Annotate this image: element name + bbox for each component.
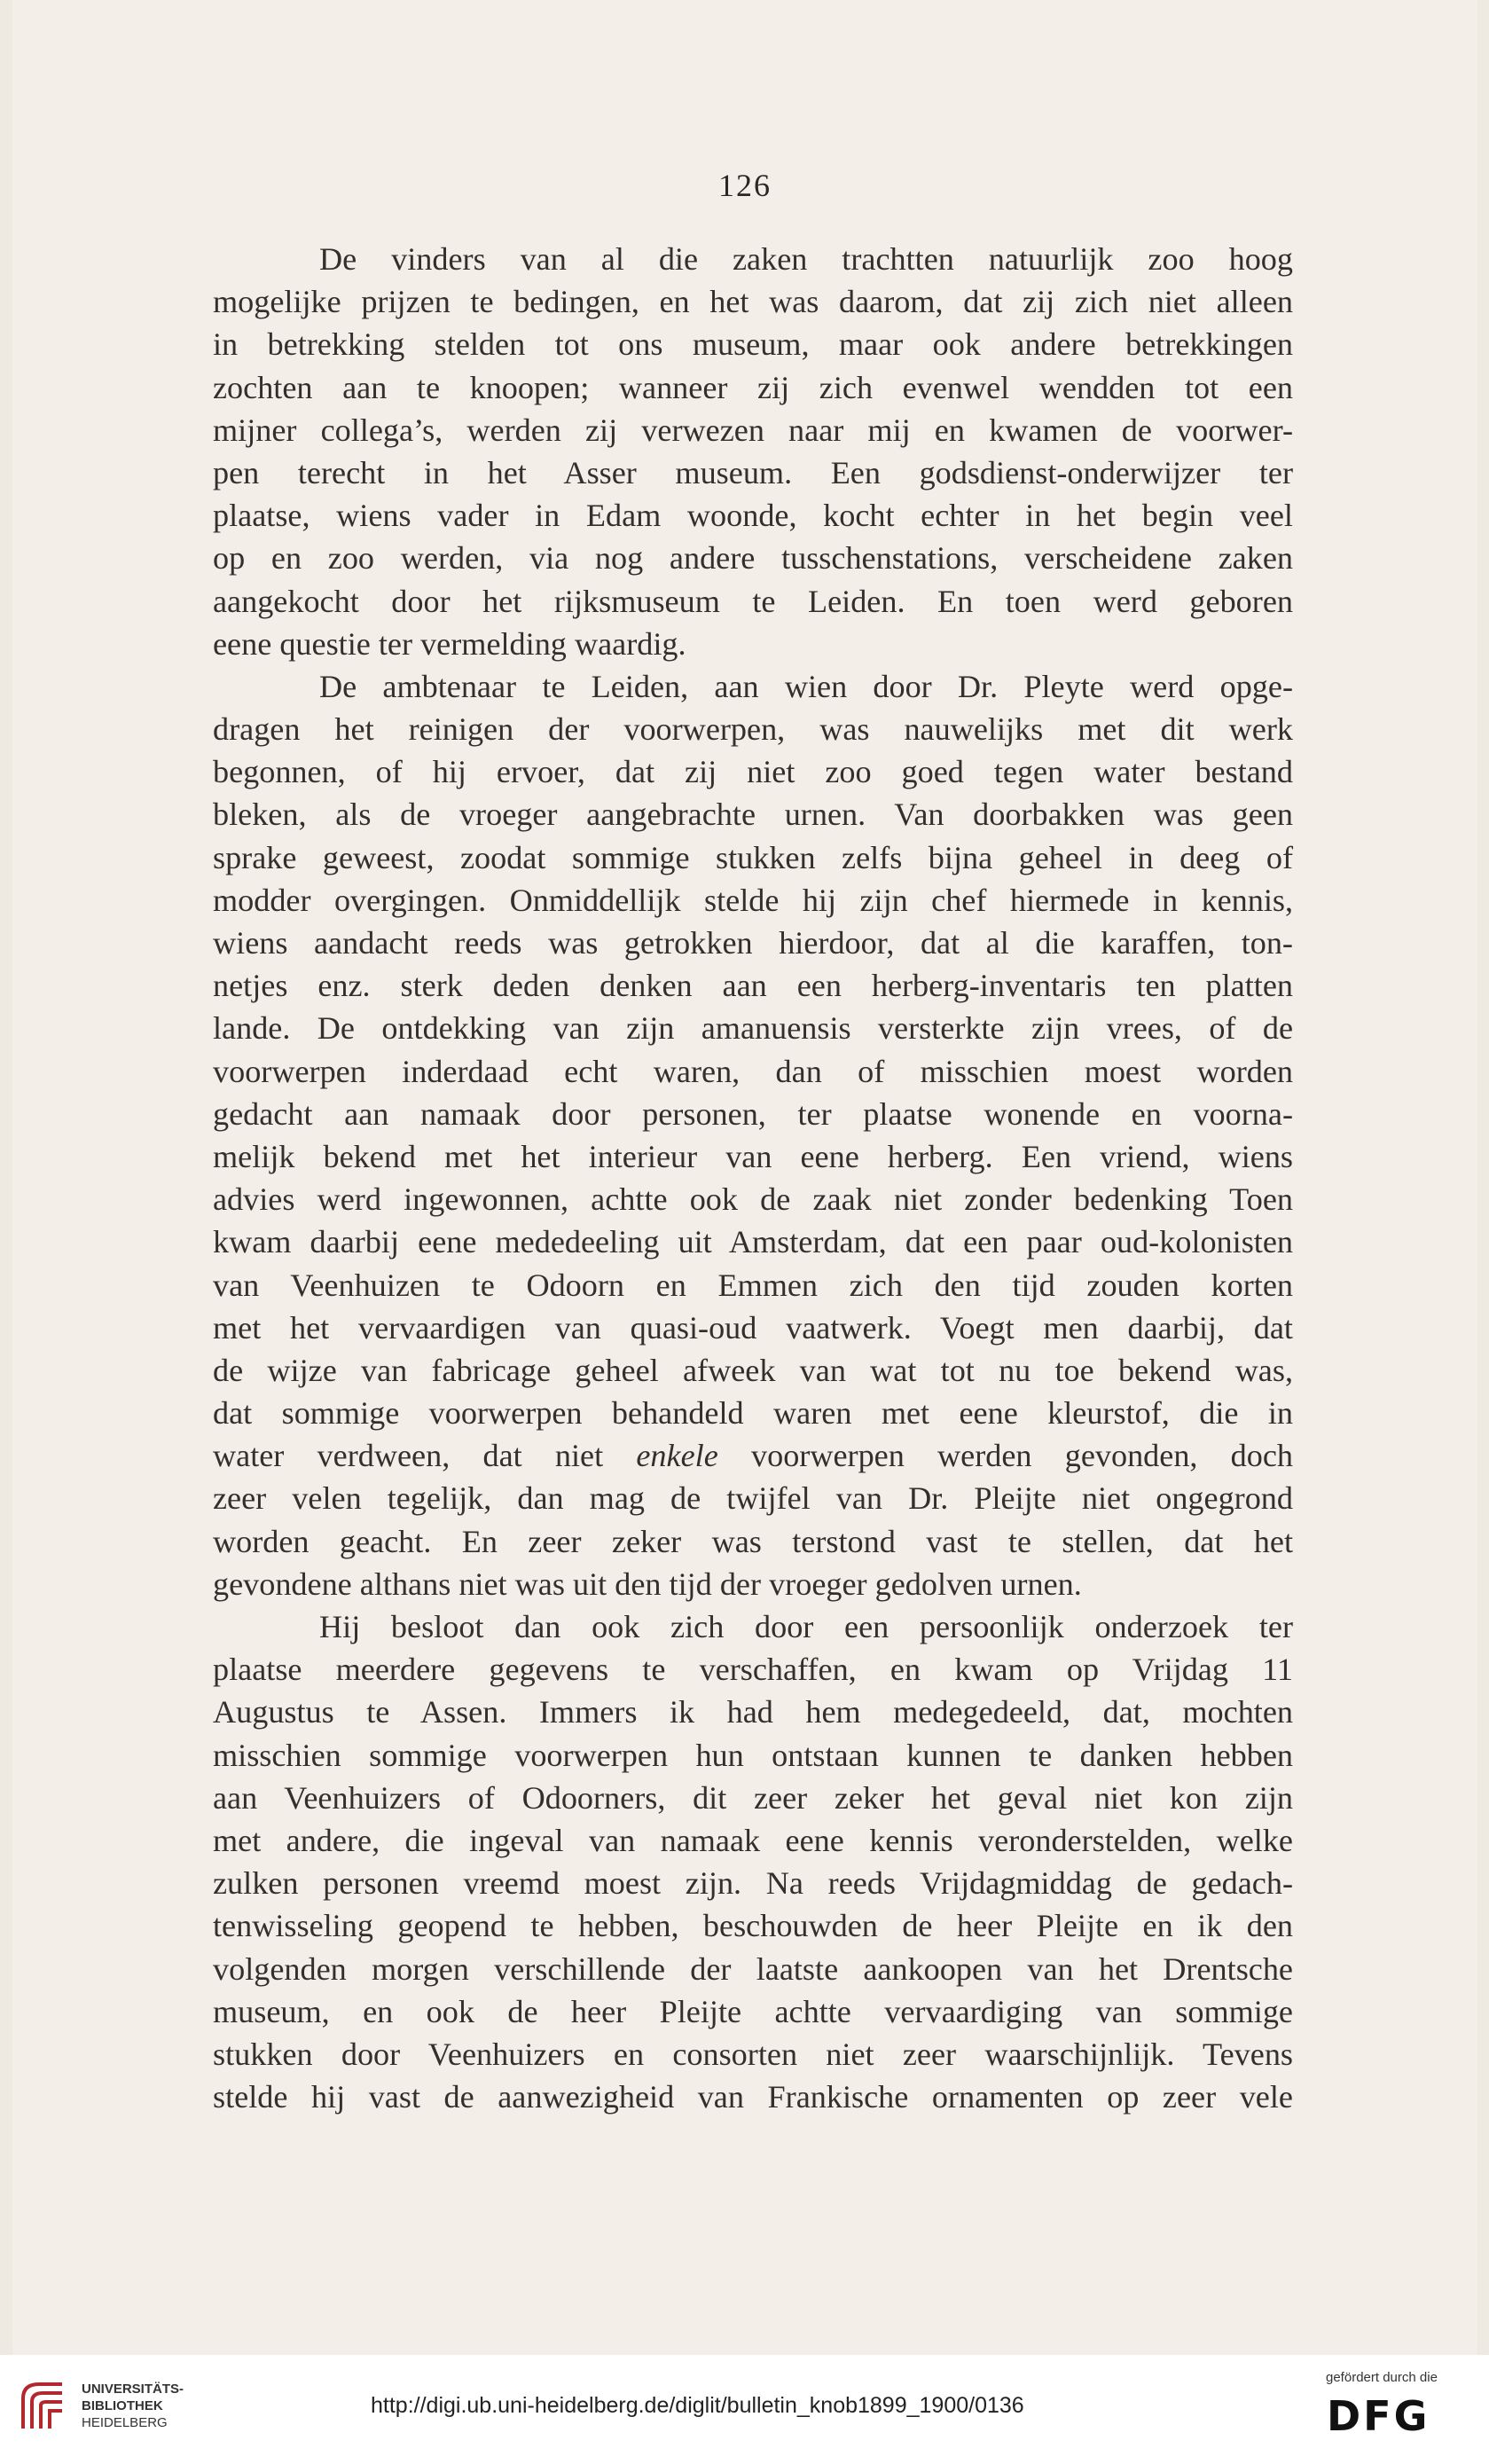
text-line: advies werd ingewonnen, achtte ook de zaak niet zonder bedenking Toen <box>213 1181 1293 1218</box>
text-line: mogelijke prijzen te bedingen, en het was daarom, dat zij zich niet alleen <box>213 284 1293 320</box>
permalink-url[interactable]: http://digi.ub.uni-heidelberg.de/diglit/bulletin_knob1899_1900/0136 <box>371 2393 1024 2418</box>
text-line: bleken, als de vroeger aangebrachte urnen. Van doorbakken was geen <box>213 796 1293 833</box>
text-line: zeer velen tegelijk, dan mag de twijfel van Dr. Pleijte niet ongegrond <box>213 1480 1293 1517</box>
text-line: Hij besloot dan ook zich door een persoonlijk onderzoek ter <box>319 1609 1293 1644</box>
text-line: Augustus te Assen. Immers ik had hem medegedeeld, dat, mochten <box>213 1694 1293 1730</box>
text-line: aan Veenhuizers of Odoorners, dit zeer zeker het geval niet kon zijn <box>213 1779 1293 1816</box>
text-line: de wijze van fabricage geheel afweek van wat tot nu toe bekend was, <box>213 1352 1293 1388</box>
text-line: zochten aan te knoopen; wanneer zij zich evenwel wendden tot een <box>213 369 1293 405</box>
text-line: mijner collega’s, werden zij verwezen naar mij en kwamen de voorwer- <box>213 412 1293 448</box>
text-line: aangekocht door het rijksmuseum te Leiden. En toen werd geboren <box>213 583 1293 619</box>
text-line: worden geacht. En zeer zeker was terstond vast te stellen, dat het <box>213 1523 1293 1559</box>
text-line: lande. De ontdekking van zijn amanuensis versterkte zijn vrees, of de <box>213 1010 1293 1047</box>
body-text <box>213 238 1293 2118</box>
text-line: gedacht aan namaak door personen, ter plaatse wonende en voorna- <box>213 1095 1293 1132</box>
text-line: volgenden morgen verschillende der laatste aankoopen van het Drentsche <box>213 1950 1293 1987</box>
text-line: begonnen, of hij ervoer, dat zij niet zoo goed tegen water bestand <box>213 754 1293 790</box>
text-line: melijk bekend met het interieur van eene herberg. Een vriend, wiens <box>213 1138 1293 1174</box>
text-line <box>213 1434 1293 1477</box>
text-line: met het vervaardigen van quasi-oud vaatwerk. Voegt men daarbij, dat <box>213 1309 1293 1346</box>
institution-line: HEIDELBERG <box>82 2415 168 2430</box>
institution-line: BIBLIOTHEK <box>82 2398 163 2413</box>
institution-name <box>82 2381 184 2431</box>
text-line: van Veenhuizen te Odoorn en Emmen zich den tijd zouden korten <box>213 1267 1293 1303</box>
page-number: 126 <box>718 168 772 203</box>
italic-word: enkele <box>636 1438 718 1474</box>
text-line: kwam daarbij eene mededeeling uit Amsterdam, dat een paar oud-kolonisten <box>213 1224 1293 1260</box>
text-line: voorwerpen inderdaad echt waren, dan of misschien moest worden <box>213 1053 1293 1089</box>
text-line: dragen het reinigen der voorwerpen, was nauwelijks met dit werk <box>213 711 1293 748</box>
text-line: plaatse, wiens vader in Edam woonde, kocht echter in het begin veel <box>213 498 1293 534</box>
text-line: stelde hij vast de aanwezigheid van Frankische ornamenten op zeer vele <box>213 2079 1293 2115</box>
text-line: pen terecht in het Asser museum. Een godsdienst-onderwijzer ter <box>213 454 1293 490</box>
text-segment: voorwerpen werden gevonden, doch <box>751 1438 1294 1474</box>
text-line: modder overgingen. Onmiddellijk stelde hij zijn chef hiermede in kennis, <box>213 882 1293 918</box>
text-line: stukken door Veenhuizers en consorten niet zeer waarschijnlijk. Tevens <box>213 2036 1293 2072</box>
dfg-logo[interactable]: DFG <box>1327 2392 1430 2440</box>
text-line: gevondene althans niet was uit den tijd der vroeger gedolven urnen. <box>213 1566 1082 1602</box>
institution-line: UNIVERSITÄTS- <box>82 2382 184 2397</box>
text-segment: water verdween, dat niet <box>213 1438 604 1474</box>
text-line: plaatse meerdere gegevens te verschaffen, en kwam op Vrijdag 11 <box>213 1652 1293 1688</box>
text-line: misschien sommige voorwerpen hun ontstaan kunnen te danken hebben <box>213 1737 1293 1773</box>
text-line: in betrekking stelden tot ons museum, maar ook andere betrekkingen <box>213 326 1293 363</box>
text-line: De vinders van al die zaken trachtten natuurlijk zoo hoog <box>319 241 1293 277</box>
text-line: museum, en ook de heer Pleijte achtte vervaardiging van sommige <box>213 1993 1293 2029</box>
text-line: zulken personen vreemd moest zijn. Na reeds Vrijdagmiddag de gedach- <box>213 1865 1293 1902</box>
university-logo-icon[interactable] <box>16 2379 69 2434</box>
text-line: De ambtenaar te Leiden, aan wien door Dr. Pleyte werd opge- <box>319 668 1293 704</box>
text-line: met andere, die ingeval van namaak eene kennis veronderstelden, welke <box>213 1822 1293 1858</box>
text-line: wiens aandacht reeds was getrokken hierdoor, dat al die karaffen, ton- <box>213 925 1293 961</box>
text-line: eene questie ter vermelding waardig. <box>213 625 686 662</box>
funded-by-label: gefördert durch die <box>1326 2370 1438 2385</box>
text-line: tenwisseling geopend te hebben, beschouwden de heer Pleijte en ik den <box>213 1908 1293 1944</box>
text-line: netjes enz. sterk deden denken aan een herberg-inventaris ten platten <box>213 968 1293 1004</box>
text-line: op en zoo werden, via nog andere tusschenstations, verscheidene zaken <box>213 540 1293 577</box>
text-line: dat sommige voorwerpen behandeld waren met eene kleurstof, die in <box>213 1395 1293 1432</box>
text-line: sprake geweest, zoodat sommige stukken zelfs bijna geheel in deeg of <box>213 839 1293 875</box>
